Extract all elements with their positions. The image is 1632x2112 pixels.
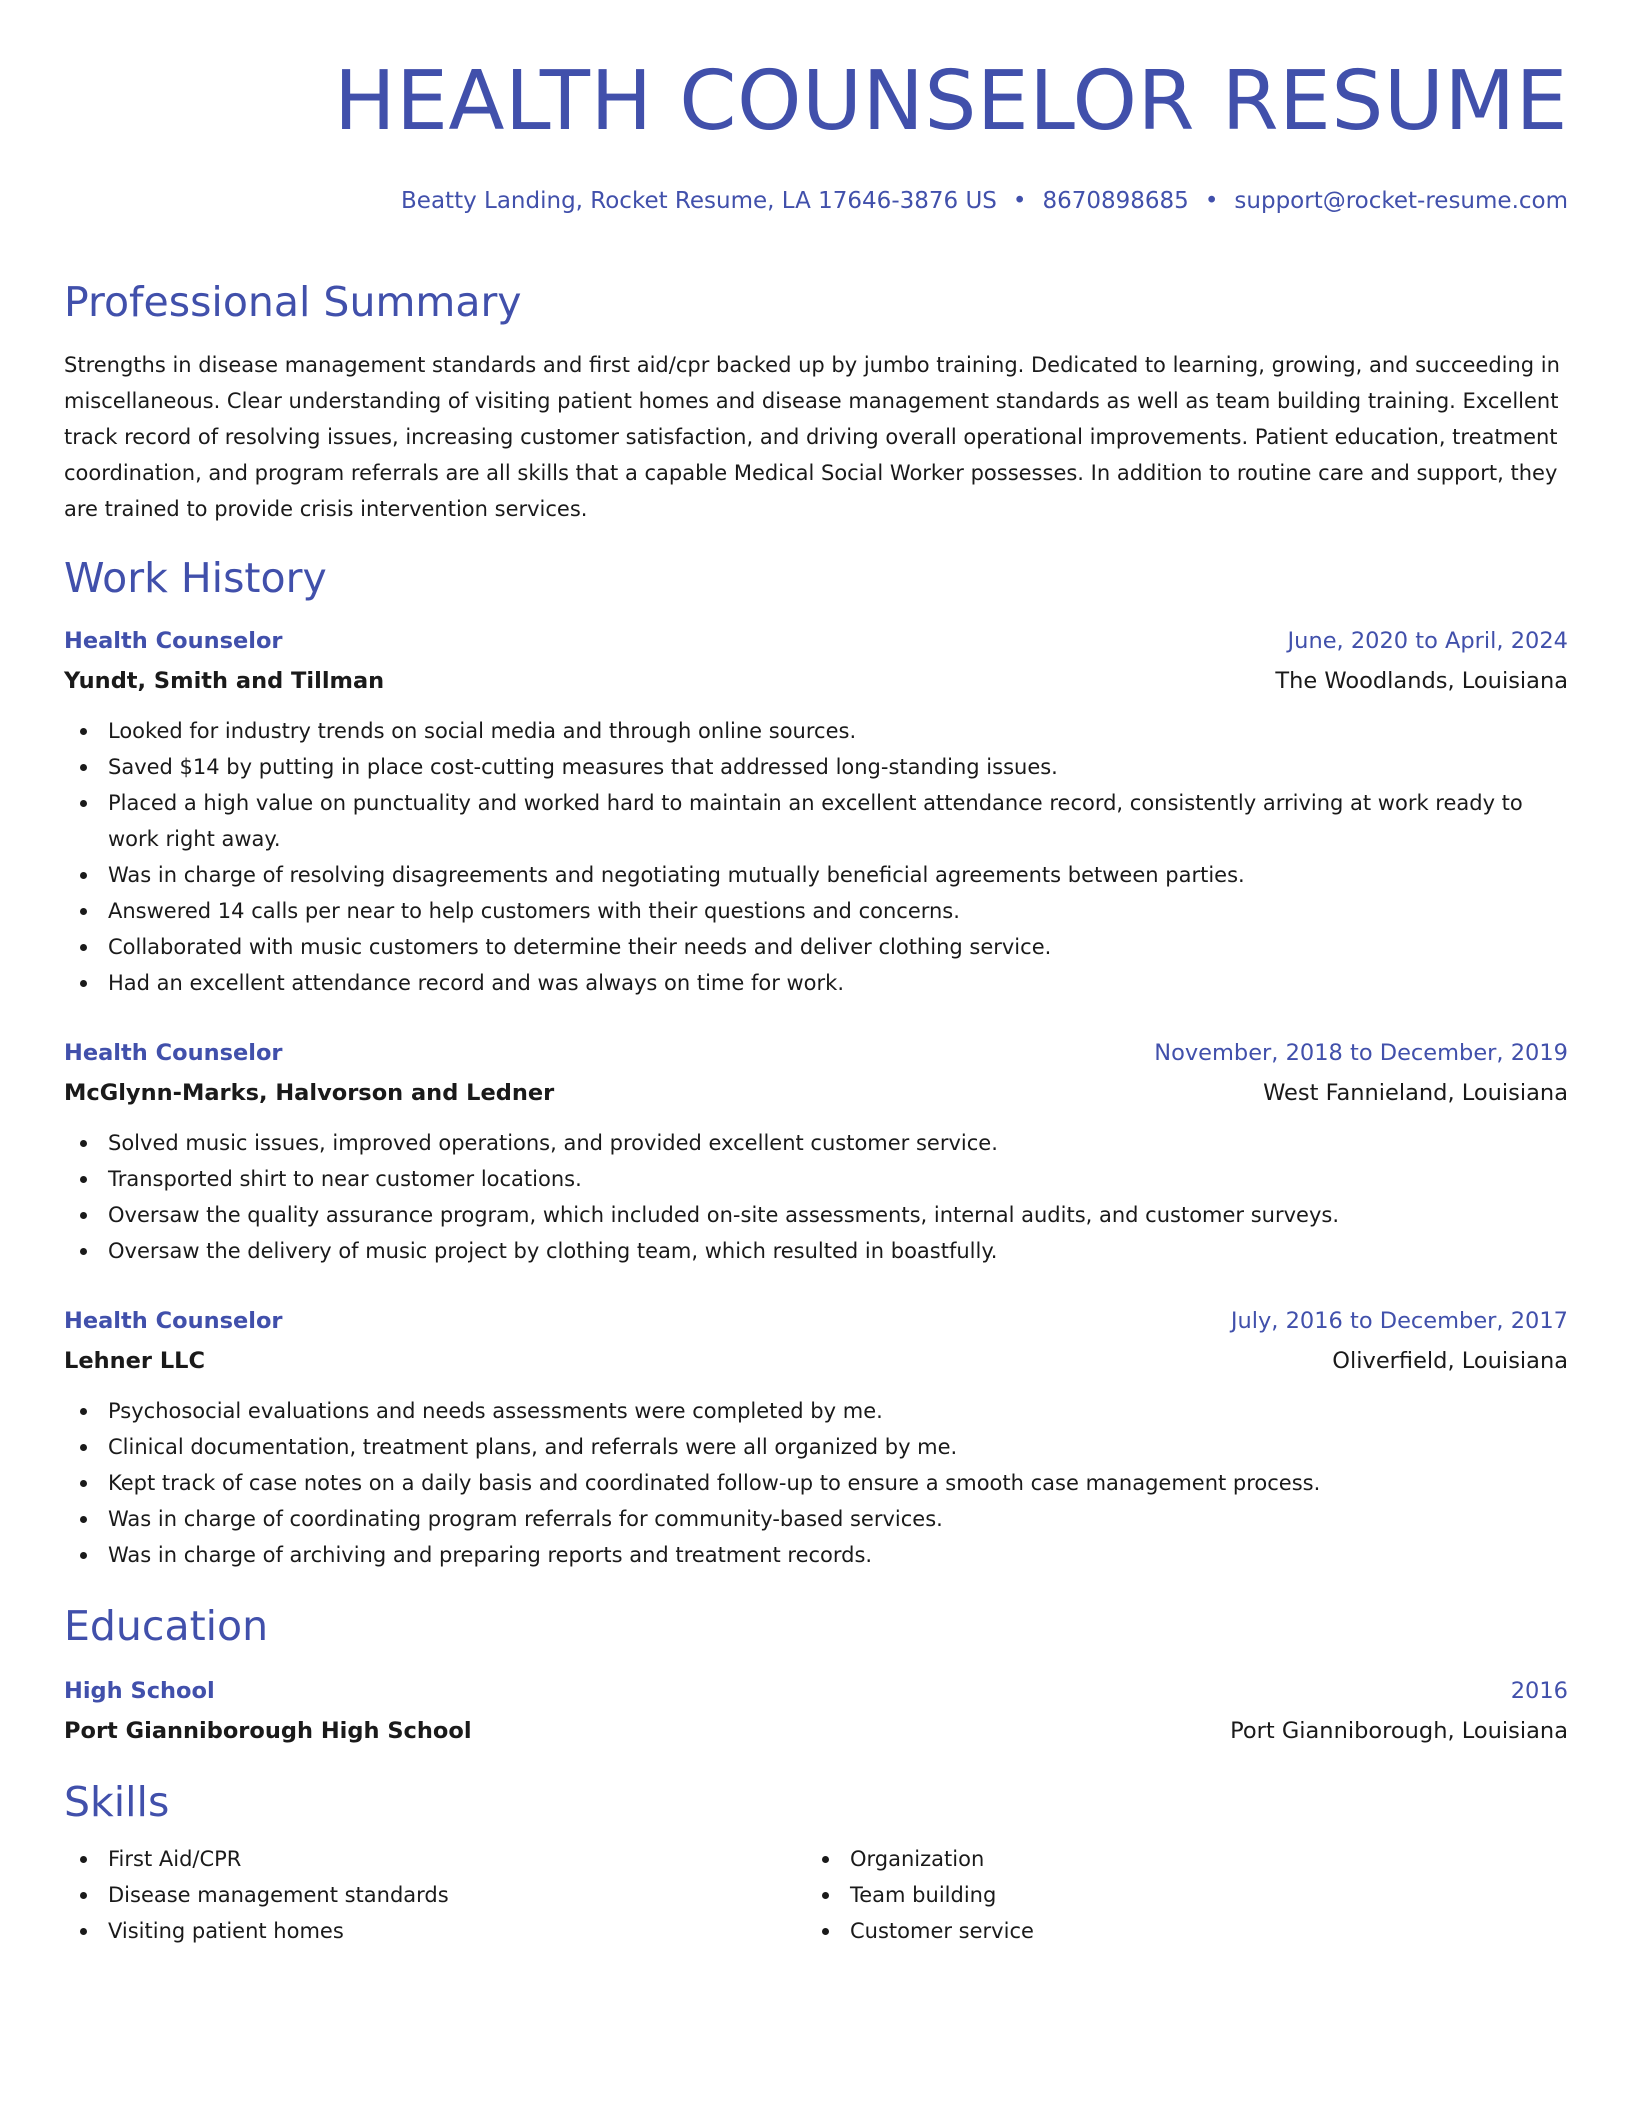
job-bullet: Transported shirt to near customer locations. bbox=[64, 1161, 1568, 1197]
job-bullet: Looked for industry trends on social media and through online sources. bbox=[64, 713, 1568, 749]
contact-separator: • bbox=[1012, 188, 1027, 214]
job-bullet: Clinical documentation, treatment plans, and referrals were all organized by me. bbox=[64, 1429, 1568, 1465]
job-bullet: Was in charge of archiving and preparing reports and treatment records. bbox=[64, 1537, 1568, 1573]
skills-column-left bbox=[64, 1841, 806, 1949]
job-bullet: Collaborated with music customers to determine their needs and deliver clothing service. bbox=[64, 929, 1568, 965]
education-degree: High School bbox=[64, 1678, 215, 1704]
education-school-row bbox=[64, 1709, 1568, 1749]
job-role: Health Counselor bbox=[64, 628, 283, 654]
job-bullet: Oversaw the quality assurance program, which included on-site assessments, internal audits, and customer surveys. bbox=[64, 1197, 1568, 1233]
summary-heading: Professional Summary bbox=[64, 278, 522, 326]
job-bullet: Placed a high value on punctuality and worked hard to maintain an excellent attendance record, consistently arriving at work ready to work right away. bbox=[64, 785, 1568, 857]
job-bullet: Psychosocial evaluations and needs assessments were completed by me. bbox=[64, 1393, 1568, 1429]
job-entry bbox=[64, 623, 1568, 1001]
skill-item: Visiting patient homes bbox=[64, 1913, 806, 1949]
job-bullet: Was in charge of coordinating program referrals for community-based services. bbox=[64, 1501, 1568, 1537]
education-location: Port Gianniborough, Louisiana bbox=[1230, 1718, 1568, 1744]
skills-list bbox=[64, 1841, 806, 1949]
education-header-row bbox=[64, 1673, 1568, 1709]
summary-text: Strengths in disease management standards and first aid/cpr backed up by jumbo training. Dedicated to learning, growing, and succeeding in miscellaneous. Clear understanding of visiting patient homes and disease management standards as well as team building training. Excellent track record of resolving issues, increasing customer satisfaction, and driving overall operational improvements. Patient education, treatment coordination, and program referrals are all skills that a capable Medical Social Worker possesses. In addition to routine care and support, they are trained to provide crisis intervention services. bbox=[64, 353, 1560, 521]
resume-header bbox=[64, 0, 1568, 216]
job-bullet: Had an excellent attendance record and was always on time for work. bbox=[64, 965, 1568, 1001]
job-entry bbox=[64, 1303, 1568, 1573]
skill-item: Disease management standards bbox=[64, 1877, 806, 1913]
job-bullet: Oversaw the delivery of music project by clothing team, which resulted in boastfully. bbox=[64, 1233, 1568, 1269]
contact-address: Beatty Landing, Rocket Resume, LA 17646-3876 US bbox=[401, 188, 997, 214]
job-location: Oliverfield, Louisiana bbox=[1332, 1348, 1568, 1374]
skills-list bbox=[806, 1841, 1548, 1949]
job-company: McGlynn-Marks, Halvorson and Ledner bbox=[64, 1080, 555, 1106]
skills-column-right bbox=[806, 1841, 1548, 1949]
contact-separator: • bbox=[1204, 188, 1219, 214]
job-header-row bbox=[64, 623, 1568, 659]
skill-item: First Aid/CPR bbox=[64, 1841, 806, 1877]
job-company-row bbox=[64, 1339, 1568, 1379]
job-bullet: Was in charge of resolving disagreements and negotiating mutually beneficial agreements between parties. bbox=[64, 857, 1568, 893]
education-entry bbox=[64, 1673, 1568, 1749]
skill-item: Customer service bbox=[806, 1913, 1548, 1949]
job-role: Health Counselor bbox=[64, 1040, 283, 1066]
job-company: Lehner LLC bbox=[64, 1348, 206, 1374]
job-location: The Woodlands, Louisiana bbox=[1275, 668, 1568, 694]
skills-grid bbox=[64, 1841, 1568, 1949]
job-bullets bbox=[64, 1393, 1568, 1573]
job-dates: July, 2016 to December, 2017 bbox=[1230, 1308, 1568, 1334]
job-dates: November, 2018 to December, 2019 bbox=[1154, 1040, 1568, 1066]
contact-line bbox=[64, 186, 1568, 216]
job-bullet: Solved music issues, improved operations, and provided excellent customer service. bbox=[64, 1125, 1568, 1161]
skill-item: Team building bbox=[806, 1877, 1548, 1913]
skills-heading: Skills bbox=[64, 1778, 170, 1826]
job-bullets bbox=[64, 713, 1568, 1001]
job-dates: June, 2020 to April, 2024 bbox=[1287, 628, 1568, 654]
job-bullet: Answered 14 calls per near to help customers with their questions and concerns. bbox=[64, 893, 1568, 929]
contact-email: support@rocket-resume.com bbox=[1234, 188, 1568, 214]
job-header-row bbox=[64, 1303, 1568, 1339]
job-company: Yundt, Smith and Tillman bbox=[64, 668, 385, 694]
job-company-row bbox=[64, 1071, 1568, 1111]
resume-page bbox=[64, 0, 1568, 1949]
job-bullet: Kept track of case notes on a daily basis and coordinated follow-up to ensure a smooth case management process. bbox=[64, 1465, 1568, 1501]
job-bullet: Saved $14 by putting in place cost-cutting measures that addressed long-standing issues. bbox=[64, 749, 1568, 785]
skill-item: Organization bbox=[806, 1841, 1548, 1877]
job-bullets bbox=[64, 1125, 1568, 1269]
work-history-heading: Work History bbox=[64, 554, 327, 602]
resume-title: HEALTH COUNSELOR RESUME bbox=[333, 54, 1568, 149]
job-entry bbox=[64, 1035, 1568, 1269]
contact-phone: 8670898685 bbox=[1042, 188, 1189, 214]
education-heading: Education bbox=[64, 1602, 269, 1650]
job-location: West Fannieland, Louisiana bbox=[1263, 1080, 1568, 1106]
job-header-row bbox=[64, 1035, 1568, 1071]
education-school: Port Gianniborough High School bbox=[64, 1718, 472, 1744]
job-role: Health Counselor bbox=[64, 1308, 283, 1334]
job-company-row bbox=[64, 659, 1568, 699]
education-year: 2016 bbox=[1510, 1678, 1568, 1704]
